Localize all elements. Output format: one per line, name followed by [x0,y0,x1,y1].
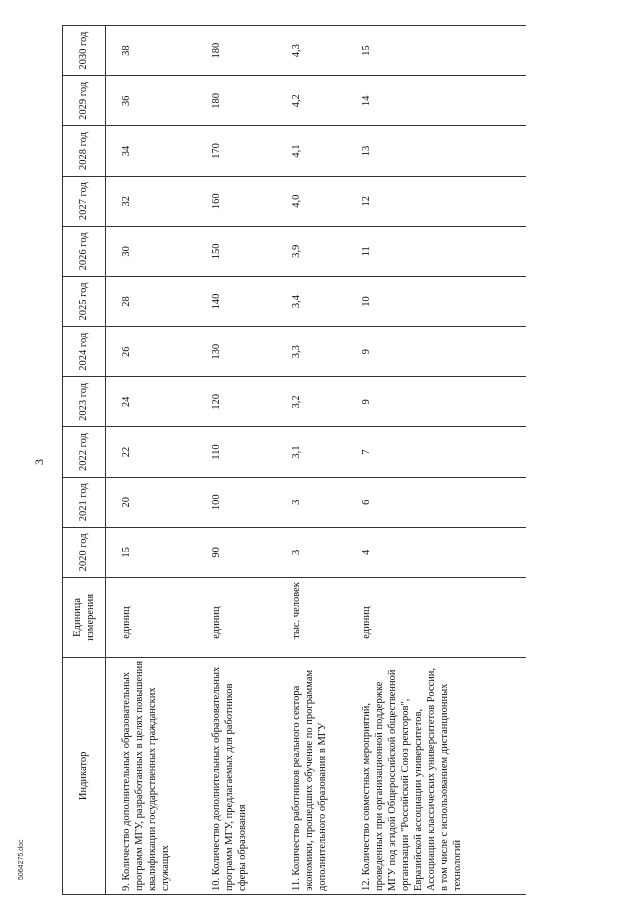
unit-cell: единиц [106,577,196,657]
value-cell: 6 [346,477,526,527]
value-cell: 7 [346,427,526,477]
value-cell: 4 [346,527,526,577]
header-year: 2029 год [63,76,106,126]
value-cell: 13 [346,126,526,176]
header-indicator: Индикатор [63,657,106,894]
value-cell: 150 [196,226,276,276]
header-year: 2023 год [63,377,106,427]
table-row [196,26,276,895]
value-cell: 9 [346,377,526,427]
value-cell: 15 [106,527,196,577]
value-cell: 100 [196,477,276,527]
header-year: 2024 год [63,327,106,377]
value-cell: 10 [346,276,526,326]
value-cell: 4,2 [276,76,346,126]
unit-cell: единиц [196,577,276,657]
value-cell: 3,4 [276,276,346,326]
rotated-page [32,25,622,895]
value-cell: 15 [346,26,526,76]
value-cell: 160 [196,176,276,226]
indicators-table [62,25,526,895]
value-cell: 22 [106,427,196,477]
value-cell: 11 [346,226,526,276]
table-row [106,26,196,895]
value-cell: 14 [346,76,526,126]
value-cell: 3 [276,477,346,527]
value-cell: 3,1 [276,427,346,477]
value-cell: 130 [196,327,276,377]
value-cell: 38 [106,26,196,76]
value-cell: 20 [106,477,196,527]
value-cell: 28 [106,276,196,326]
page-number: 3 [32,459,46,465]
table-row [276,26,346,895]
indicator-cell: 9. Количество дополнительных образовательных программ МГУ, разработанных в целях повышения квалификации государственных гражданских служащих [106,657,196,894]
value-cell: 3 [276,527,346,577]
document-reference: 5064275.doc [18,839,25,880]
value-cell: 3,3 [276,327,346,377]
value-cell: 180 [196,26,276,76]
header-year: 2030 год [63,26,106,76]
header-year: 2025 год [63,276,106,326]
value-cell: 120 [196,377,276,427]
header-row [63,26,106,895]
value-cell: 90 [196,527,276,577]
value-cell: 30 [106,226,196,276]
value-cell: 12 [346,176,526,226]
value-cell: 3,2 [276,377,346,427]
value-cell: 140 [196,276,276,326]
header-unit: Единица измерения [63,577,106,657]
value-cell: 110 [196,427,276,477]
table-row [346,26,526,895]
header-year: 2027 год [63,176,106,226]
header-year: 2020 год [63,527,106,577]
value-cell: 32 [106,176,196,226]
value-cell: 180 [196,76,276,126]
value-cell: 170 [196,126,276,176]
value-cell: 26 [106,327,196,377]
unit-cell: единиц [346,577,526,657]
header-year: 2026 год [63,226,106,276]
header-year: 2022 год [63,427,106,477]
value-cell: 34 [106,126,196,176]
indicator-cell: 11. Количество работников реального сектора экономики, прошедших обучение по программам дополнительного образования в МГУ [276,657,346,894]
value-cell: 24 [106,377,196,427]
unit-cell: тыс. человек [276,577,346,657]
header-year: 2021 год [63,477,106,527]
value-cell: 9 [346,327,526,377]
value-cell: 4,0 [276,176,346,226]
indicator-cell: 12. Количество совместных мероприятий, проведенных при организационной поддержке МГУ под эгидой Общероссийской общественной организации "Российский Союз ректоров", Евразийской ассоциации университетов, Ассоциации классических университетов России, в том числе с использованием дистанционных технологий [346,657,526,894]
value-cell: 3,9 [276,226,346,276]
value-cell: 4,3 [276,26,346,76]
value-cell: 4,1 [276,126,346,176]
value-cell: 36 [106,76,196,126]
indicator-cell: 10. Количество дополнительных образовательных программ МГУ, предлагаемых для работников сферы образования [196,657,276,894]
header-year: 2028 год [63,126,106,176]
